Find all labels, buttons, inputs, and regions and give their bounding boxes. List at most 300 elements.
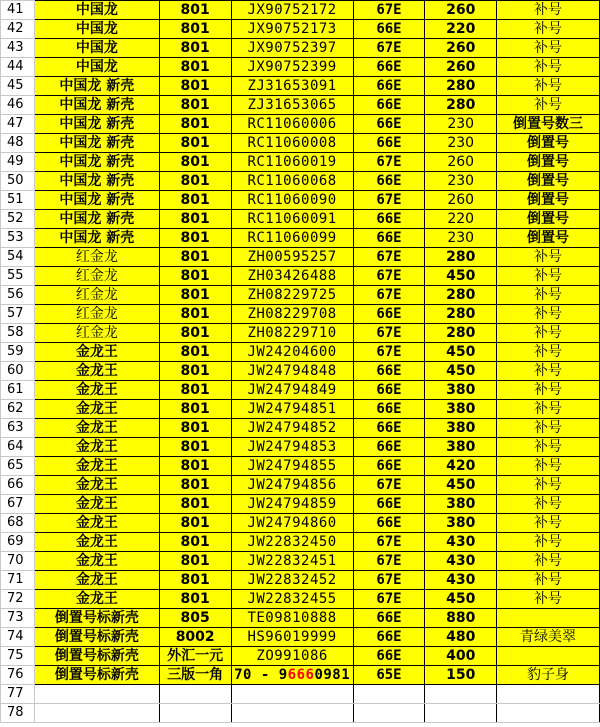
row-header[interactable]: 60: [1, 362, 35, 381]
row-header[interactable]: 49: [1, 153, 35, 172]
name-cell[interactable]: [34, 628, 159, 647]
name-cell[interactable]: [34, 153, 159, 172]
row-header[interactable]: 76: [1, 666, 35, 685]
face-value-cell[interactable]: 801: [159, 533, 231, 552]
row-header[interactable]: 63: [1, 419, 35, 438]
serial-cell[interactable]: JW22832455: [231, 590, 353, 609]
note-cell[interactable]: 补号: [497, 495, 600, 514]
face-value-cell[interactable]: 801: [159, 362, 231, 381]
face-value-cell[interactable]: 801: [159, 400, 231, 419]
empty-cell[interactable]: [159, 704, 231, 723]
name-cell[interactable]: [34, 419, 159, 438]
name-text: 金龙王: [75, 420, 118, 436]
grade-cell[interactable]: 65E: [353, 666, 425, 685]
price-cell[interactable]: 380: [425, 495, 497, 514]
note-cell[interactable]: 补号: [497, 324, 600, 343]
name-cell[interactable]: [34, 343, 159, 362]
note-cell[interactable]: 补号: [497, 476, 600, 495]
grade-cell[interactable]: 66E: [353, 229, 425, 248]
note-cell[interactable]: 补号: [497, 1, 600, 20]
note-cell[interactable]: 补号: [497, 267, 600, 286]
face-value-cell[interactable]: 三版一角: [159, 666, 231, 685]
note-cell[interactable]: 补号: [497, 343, 600, 362]
note-cell[interactable]: 补号: [497, 590, 600, 609]
name-cell[interactable]: [34, 457, 159, 476]
note-cell[interactable]: 补号: [497, 248, 600, 267]
serial-cell[interactable]: JW22832451: [231, 552, 353, 571]
note-cell[interactable]: 倒置号: [497, 172, 600, 191]
price-cell[interactable]: 260: [425, 153, 497, 172]
row-header[interactable]: 66: [1, 476, 35, 495]
price-cell[interactable]: 880: [425, 609, 497, 628]
name-cell[interactable]: [34, 229, 159, 248]
name-text: 中国龙: [59, 135, 102, 151]
face-value-cell[interactable]: 801: [159, 419, 231, 438]
grade-cell[interactable]: 67E: [353, 590, 425, 609]
note-cell[interactable]: 倒置号: [497, 134, 600, 153]
note-cell[interactable]: 豹子身: [497, 666, 600, 685]
empty-cell[interactable]: [34, 704, 159, 723]
serial-cell[interactable]: JW24794852: [231, 419, 353, 438]
grade-cell[interactable]: 66E: [353, 58, 425, 77]
name-cell[interactable]: [34, 210, 159, 229]
row-header[interactable]: 73: [1, 609, 35, 628]
grade-cell[interactable]: 66E: [353, 362, 425, 381]
serial-cell[interactable]: JW24794853: [231, 438, 353, 457]
grade-cell[interactable]: 67E: [353, 533, 425, 552]
face-value-cell[interactable]: 801: [159, 39, 231, 58]
grade-cell[interactable]: 66E: [353, 96, 425, 115]
note-cell[interactable]: 倒置号: [497, 210, 600, 229]
serial-cell[interactable]: JX90752397: [231, 39, 353, 58]
table-row: [1, 210, 600, 229]
row-header[interactable]: 41: [1, 1, 35, 20]
grade-cell[interactable]: 67E: [353, 153, 425, 172]
serial-cell[interactable]: ZO991086: [231, 647, 353, 666]
name-text: 金龙王: [75, 496, 118, 512]
grade-cell[interactable]: 67E: [353, 552, 425, 571]
face-value-cell[interactable]: 801: [159, 457, 231, 476]
price-cell[interactable]: 260: [425, 1, 497, 20]
name-cell[interactable]: [34, 172, 159, 191]
price-cell[interactable]: 450: [425, 590, 497, 609]
serial-cell[interactable]: RC11060006: [231, 115, 353, 134]
price-cell[interactable]: 230: [425, 115, 497, 134]
face-value-cell[interactable]: 801: [159, 571, 231, 590]
note-cell[interactable]: 补号: [497, 286, 600, 305]
serial-cell[interactable]: TE09810888: [231, 609, 353, 628]
serial-cell[interactable]: JW24794851: [231, 400, 353, 419]
name-cell[interactable]: [34, 362, 159, 381]
serial-cell[interactable]: RC11060008: [231, 134, 353, 153]
face-value-cell[interactable]: 801: [159, 58, 231, 77]
name-cell[interactable]: [34, 381, 159, 400]
name-text: 中国龙: [75, 21, 118, 37]
name-text: 中国龙: [59, 173, 102, 189]
name-text: 中国龙: [59, 230, 102, 246]
name-text: 金龙王: [75, 382, 118, 398]
price-cell[interactable]: 400: [425, 647, 497, 666]
face-value-cell[interactable]: 801: [159, 495, 231, 514]
face-value-cell[interactable]: 801: [159, 191, 231, 210]
note-cell[interactable]: 补号: [497, 381, 600, 400]
price-cell[interactable]: 230: [425, 229, 497, 248]
note-cell[interactable]: 补号: [497, 533, 600, 552]
name-cell[interactable]: [34, 286, 159, 305]
name-text: 倒置号标新壳: [54, 610, 139, 626]
table-row: [1, 457, 600, 476]
serial-cell[interactable]: JW24794856: [231, 476, 353, 495]
row-header[interactable]: 69: [1, 533, 35, 552]
empty-cell[interactable]: [231, 704, 353, 723]
note-cell[interactable]: 补号: [497, 77, 600, 96]
table-row: [1, 324, 600, 343]
price-cell[interactable]: 380: [425, 400, 497, 419]
serial-prefix: 70 - 9: [234, 667, 288, 683]
grade-cell[interactable]: 67E: [353, 191, 425, 210]
table-row: [1, 96, 600, 115]
table-row: [1, 514, 600, 533]
grade-cell[interactable]: 66E: [353, 305, 425, 324]
name-text: 红金龙: [75, 268, 118, 284]
serial-cell[interactable]: ZH08229710: [231, 324, 353, 343]
serial-cell[interactable]: JW24794848: [231, 362, 353, 381]
note-cell[interactable]: 倒置号: [497, 191, 600, 210]
name-cell[interactable]: [34, 571, 159, 590]
row-header[interactable]: 61: [1, 381, 35, 400]
price-cell[interactable]: 220: [425, 210, 497, 229]
price-cell[interactable]: 480: [425, 628, 497, 647]
face-value-cell[interactable]: 801: [159, 552, 231, 571]
price-cell[interactable]: 430: [425, 571, 497, 590]
grade-cell[interactable]: 67E: [353, 1, 425, 20]
row-header[interactable]: 68: [1, 514, 35, 533]
table-row: [1, 20, 600, 39]
grade-cell[interactable]: 66E: [353, 20, 425, 39]
serial-cell[interactable]: RC11060091: [231, 210, 353, 229]
serial-cell[interactable]: JW22832450: [231, 533, 353, 552]
grade-cell[interactable]: 67E: [353, 39, 425, 58]
table-row: [1, 495, 600, 514]
price-cell[interactable]: 450: [425, 362, 497, 381]
note-cell[interactable]: 补号: [497, 362, 600, 381]
name-cell[interactable]: [34, 666, 159, 685]
row-header[interactable]: 46: [1, 96, 35, 115]
price-cell[interactable]: 380: [425, 419, 497, 438]
face-value-cell[interactable]: 801: [159, 153, 231, 172]
note-cell[interactable]: 补号: [497, 552, 600, 571]
row-header[interactable]: 50: [1, 172, 35, 191]
face-value-cell[interactable]: 801: [159, 229, 231, 248]
empty-cell[interactable]: [353, 685, 425, 704]
row-header[interactable]: 78: [1, 704, 35, 723]
note-cell[interactable]: 补号: [497, 514, 600, 533]
face-value-cell[interactable]: 801: [159, 77, 231, 96]
row-header[interactable]: 65: [1, 457, 35, 476]
face-value-cell[interactable]: 801: [159, 134, 231, 153]
note-cell[interactable]: 补号: [497, 58, 600, 77]
grade-cell[interactable]: 66E: [353, 647, 425, 666]
face-value-cell[interactable]: 801: [159, 1, 231, 20]
price-cell[interactable]: 260: [425, 58, 497, 77]
serial-cell[interactable]: RC11060090: [231, 191, 353, 210]
serial-cell[interactable]: ZH03426488: [231, 267, 353, 286]
row-header[interactable]: 70: [1, 552, 35, 571]
grade-cell[interactable]: 66E: [353, 628, 425, 647]
name-cell[interactable]: [34, 552, 159, 571]
grade-cell[interactable]: 66E: [353, 609, 425, 628]
row-header[interactable]: 64: [1, 438, 35, 457]
face-value-cell[interactable]: 805: [159, 609, 231, 628]
row-header[interactable]: 51: [1, 191, 35, 210]
note-cell[interactable]: 补号: [497, 20, 600, 39]
row-header[interactable]: 43: [1, 39, 35, 58]
price-cell[interactable]: 280: [425, 324, 497, 343]
face-value-cell[interactable]: 801: [159, 305, 231, 324]
note-cell[interactable]: 补号: [497, 96, 600, 115]
name-cell[interactable]: [34, 305, 159, 324]
name-cell[interactable]: [34, 647, 159, 666]
note-cell[interactable]: 青绿美翠: [497, 628, 600, 647]
price-cell[interactable]: 260: [425, 191, 497, 210]
empty-cell[interactable]: [231, 685, 353, 704]
price-cell[interactable]: 280: [425, 96, 497, 115]
price-cell[interactable]: 230: [425, 172, 497, 191]
price-cell[interactable]: 450: [425, 343, 497, 362]
price-cell[interactable]: 280: [425, 305, 497, 324]
price-cell[interactable]: 430: [425, 552, 497, 571]
face-value-cell[interactable]: 801: [159, 438, 231, 457]
row-header[interactable]: 72: [1, 590, 35, 609]
name-cell[interactable]: [34, 267, 159, 286]
name-sub-text: 新壳: [106, 211, 135, 227]
row-header[interactable]: 62: [1, 400, 35, 419]
price-cell[interactable]: 450: [425, 476, 497, 495]
table-row: [1, 191, 600, 210]
name-text: 金龙王: [75, 363, 118, 379]
name-cell[interactable]: [34, 96, 159, 115]
grade-cell[interactable]: 66E: [353, 115, 425, 134]
table-row: [1, 115, 600, 134]
face-value-cell[interactable]: 801: [159, 172, 231, 191]
note-cell[interactable]: 补号: [497, 419, 600, 438]
table-row: [1, 609, 600, 628]
note-cell[interactable]: 补号: [497, 457, 600, 476]
price-cell[interactable]: 280: [425, 248, 497, 267]
name-text: 红金龙: [75, 287, 118, 303]
note-cell[interactable]: 倒置号数三: [497, 115, 600, 134]
grade-cell[interactable]: 66E: [353, 419, 425, 438]
grade-cell[interactable]: 66E: [353, 381, 425, 400]
row-header[interactable]: 74: [1, 628, 35, 647]
empty-cell[interactable]: [425, 704, 497, 723]
table-row: [1, 134, 600, 153]
face-value-cell[interactable]: 801: [159, 210, 231, 229]
row-header[interactable]: 42: [1, 20, 35, 39]
empty-cell[interactable]: [34, 685, 159, 704]
grade-cell[interactable]: 67E: [353, 476, 425, 495]
price-cell[interactable]: 430: [425, 533, 497, 552]
grade-cell[interactable]: 66E: [353, 495, 425, 514]
name-cell[interactable]: [34, 590, 159, 609]
row-header[interactable]: 77: [1, 685, 35, 704]
face-value-cell[interactable]: 外汇一元: [159, 647, 231, 666]
name-cell[interactable]: [34, 1, 159, 20]
row-header[interactable]: 67: [1, 495, 35, 514]
grade-cell[interactable]: 67E: [353, 571, 425, 590]
note-cell[interactable]: [497, 647, 600, 666]
serial-cell[interactable]: JW22832452: [231, 571, 353, 590]
face-value-cell[interactable]: 801: [159, 514, 231, 533]
empty-cell[interactable]: [497, 685, 600, 704]
serial-cell[interactable]: JW24794859: [231, 495, 353, 514]
serial-cell[interactable]: JX90752399: [231, 58, 353, 77]
serial-cell[interactable]: ZJ31653065: [231, 96, 353, 115]
face-value-cell[interactable]: 801: [159, 20, 231, 39]
note-cell[interactable]: 补号: [497, 571, 600, 590]
serial-cell[interactable]: HS96019999: [231, 628, 353, 647]
face-value-cell[interactable]: 801: [159, 115, 231, 134]
serial-cell[interactable]: JX90752172: [231, 1, 353, 20]
table-row: [1, 343, 600, 362]
price-cell[interactable]: 230: [425, 134, 497, 153]
note-cell[interactable]: 补号: [497, 438, 600, 457]
note-cell[interactable]: 补号: [497, 400, 600, 419]
table-row: [1, 381, 600, 400]
empty-row: [1, 685, 600, 704]
serial-cell[interactable]: RC11060099: [231, 229, 353, 248]
price-cell[interactable]: 380: [425, 438, 497, 457]
row-header[interactable]: 44: [1, 58, 35, 77]
empty-cell[interactable]: [497, 704, 600, 723]
grade-cell[interactable]: 66E: [353, 438, 425, 457]
price-cell[interactable]: 150: [425, 666, 497, 685]
grade-cell[interactable]: 66E: [353, 134, 425, 153]
name-cell[interactable]: [34, 476, 159, 495]
name-cell[interactable]: [34, 400, 159, 419]
row-header[interactable]: 56: [1, 286, 35, 305]
grade-cell[interactable]: 66E: [353, 77, 425, 96]
row-header[interactable]: 75: [1, 647, 35, 666]
face-value-cell[interactable]: 8002: [159, 628, 231, 647]
row-header[interactable]: 47: [1, 115, 35, 134]
price-cell[interactable]: 260: [425, 39, 497, 58]
price-cell[interactable]: 380: [425, 514, 497, 533]
serial-cell[interactable]: JW24794855: [231, 457, 353, 476]
serial-cell[interactable]: ZH08229708: [231, 305, 353, 324]
name-cell[interactable]: [34, 248, 159, 267]
face-value-cell[interactable]: 801: [159, 96, 231, 115]
empty-row: [1, 704, 600, 723]
serial-cell[interactable]: JX90752173: [231, 20, 353, 39]
face-value-cell[interactable]: 801: [159, 324, 231, 343]
empty-cell[interactable]: [425, 685, 497, 704]
row-header[interactable]: 71: [1, 571, 35, 590]
name-cell[interactable]: [34, 533, 159, 552]
price-cell[interactable]: 420: [425, 457, 497, 476]
note-cell[interactable]: 倒置号: [497, 153, 600, 172]
table-row: [1, 248, 600, 267]
name-cell[interactable]: [34, 115, 159, 134]
face-value-cell[interactable]: 801: [159, 343, 231, 362]
price-cell[interactable]: 450: [425, 267, 497, 286]
name-cell[interactable]: [34, 514, 159, 533]
price-cell[interactable]: 220: [425, 20, 497, 39]
price-cell[interactable]: 280: [425, 77, 497, 96]
grade-cell[interactable]: 66E: [353, 172, 425, 191]
grade-cell[interactable]: 66E: [353, 400, 425, 419]
price-cell[interactable]: 380: [425, 381, 497, 400]
note-cell[interactable]: [497, 609, 600, 628]
empty-cell[interactable]: [159, 685, 231, 704]
name-cell[interactable]: [34, 609, 159, 628]
row-header[interactable]: 53: [1, 229, 35, 248]
grade-cell[interactable]: 67E: [353, 343, 425, 362]
price-cell[interactable]: 280: [425, 286, 497, 305]
face-value-cell[interactable]: 801: [159, 267, 231, 286]
name-text: 中国龙: [59, 116, 102, 132]
row-header[interactable]: 57: [1, 305, 35, 324]
row-header[interactable]: 59: [1, 343, 35, 362]
serial-cell[interactable]: RC11060019: [231, 153, 353, 172]
grade-cell[interactable]: 66E: [353, 457, 425, 476]
serial-cell[interactable]: [231, 666, 353, 685]
note-cell[interactable]: 补号: [497, 305, 600, 324]
row-header[interactable]: 58: [1, 324, 35, 343]
name-cell[interactable]: [34, 20, 159, 39]
row-header[interactable]: 45: [1, 77, 35, 96]
face-value-cell[interactable]: 801: [159, 286, 231, 305]
grade-cell[interactable]: 66E: [353, 514, 425, 533]
name-sub-text: 新壳: [106, 230, 135, 246]
name-cell[interactable]: [34, 495, 159, 514]
name-cell[interactable]: [34, 324, 159, 343]
grade-cell[interactable]: 67E: [353, 286, 425, 305]
grade-cell[interactable]: 66E: [353, 210, 425, 229]
grade-cell[interactable]: 67E: [353, 324, 425, 343]
face-value-cell[interactable]: 801: [159, 590, 231, 609]
serial-tail: 0981: [314, 667, 351, 683]
name-cell[interactable]: [34, 438, 159, 457]
empty-cell[interactable]: [353, 704, 425, 723]
serial-cell[interactable]: RC11060068: [231, 172, 353, 191]
table-row: [1, 419, 600, 438]
serial-cell[interactable]: ZH00595257: [231, 248, 353, 267]
name-text: 金龙王: [75, 553, 118, 569]
row-header[interactable]: 54: [1, 248, 35, 267]
grade-cell[interactable]: 67E: [353, 248, 425, 267]
face-value-cell[interactable]: 801: [159, 381, 231, 400]
serial-cell[interactable]: ZH08229725: [231, 286, 353, 305]
serial-cell[interactable]: JW24794849: [231, 381, 353, 400]
name-cell[interactable]: [34, 39, 159, 58]
serial-cell[interactable]: JW24204600: [231, 343, 353, 362]
row-header[interactable]: 55: [1, 267, 35, 286]
name-cell[interactable]: [34, 58, 159, 77]
name-cell[interactable]: [34, 77, 159, 96]
serial-cell[interactable]: JW24794860: [231, 514, 353, 533]
row-header[interactable]: 52: [1, 210, 35, 229]
row-header[interactable]: 48: [1, 134, 35, 153]
face-value-cell[interactable]: 801: [159, 248, 231, 267]
grade-cell[interactable]: 67E: [353, 267, 425, 286]
face-value-cell[interactable]: 801: [159, 476, 231, 495]
note-cell[interactable]: 补号: [497, 39, 600, 58]
serial-cell[interactable]: ZJ31653091: [231, 77, 353, 96]
note-cell[interactable]: 倒置号: [497, 229, 600, 248]
name-cell[interactable]: [34, 134, 159, 153]
name-cell[interactable]: [34, 191, 159, 210]
